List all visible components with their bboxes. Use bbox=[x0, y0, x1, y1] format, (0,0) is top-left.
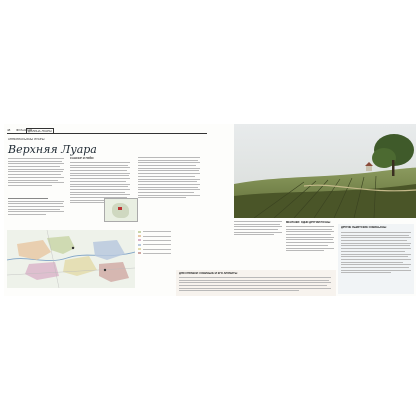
legend-label-line bbox=[143, 249, 171, 250]
region-map bbox=[7, 230, 135, 288]
subhead-other-sauvignons: ДРУГИЕ ЛЬВЯТСКИЕ СОВИНЬОНЫ bbox=[341, 226, 387, 229]
legend-swatch bbox=[138, 252, 141, 254]
header-rule bbox=[7, 133, 207, 134]
page-number: 48 bbox=[7, 128, 11, 132]
legend-label-line bbox=[143, 240, 171, 241]
legend-swatch bbox=[138, 231, 141, 233]
legend-label-line bbox=[143, 236, 171, 237]
map-graphic bbox=[7, 230, 135, 288]
body-text-column-3 bbox=[138, 157, 200, 200]
kicker: АППЕЛЛАСЬОНЫ ЛУАРЫ bbox=[8, 138, 45, 141]
legend-label-line bbox=[143, 253, 171, 254]
vineyard-photo bbox=[234, 124, 416, 218]
body-text-mentage bbox=[286, 226, 334, 253]
sidebar-box bbox=[338, 224, 414, 294]
photo-graphic bbox=[234, 124, 416, 218]
legend-swatch bbox=[138, 248, 141, 250]
body-text-column-1b bbox=[8, 198, 64, 217]
body-text-column-1 bbox=[8, 158, 64, 188]
locator-inset-map bbox=[104, 198, 138, 222]
book-spread bbox=[4, 124, 416, 296]
photo-caption bbox=[234, 221, 282, 237]
legend-swatch bbox=[138, 244, 141, 246]
page-title: Верхняя Луара bbox=[8, 143, 97, 156]
legend-label-line bbox=[143, 231, 171, 232]
legend-swatch bbox=[138, 235, 141, 237]
france-shape bbox=[112, 203, 129, 218]
region-marker bbox=[118, 207, 122, 210]
section-subtitle: ДОЛИНА ЛУАРЫ bbox=[28, 128, 52, 133]
legend-row bbox=[138, 248, 194, 251]
sidebar-text bbox=[341, 232, 411, 275]
subhead-sancerre: САНСЕР И ПУЙИ bbox=[70, 157, 94, 160]
legend-swatch bbox=[138, 239, 141, 241]
subhead-mentage: МЕНТАЖИ: ОДНИ ДРУГИМ РОЗНЫ bbox=[286, 221, 331, 224]
section-label: ФРАНЦИЯ bbox=[16, 128, 33, 132]
legend-row bbox=[138, 239, 194, 242]
legend-label-line bbox=[143, 244, 171, 245]
legend-row bbox=[138, 234, 194, 237]
subhead-aromas: ДЛЯ СПРАВКИ: СОВИНЬОН И ЕГО АРОМАТЫ bbox=[179, 272, 238, 275]
aromas-text bbox=[179, 277, 331, 293]
info-box-sauvignon-aromas bbox=[176, 270, 336, 296]
legend-row bbox=[138, 243, 194, 246]
legend-row bbox=[138, 230, 194, 233]
legend-row bbox=[138, 252, 194, 255]
